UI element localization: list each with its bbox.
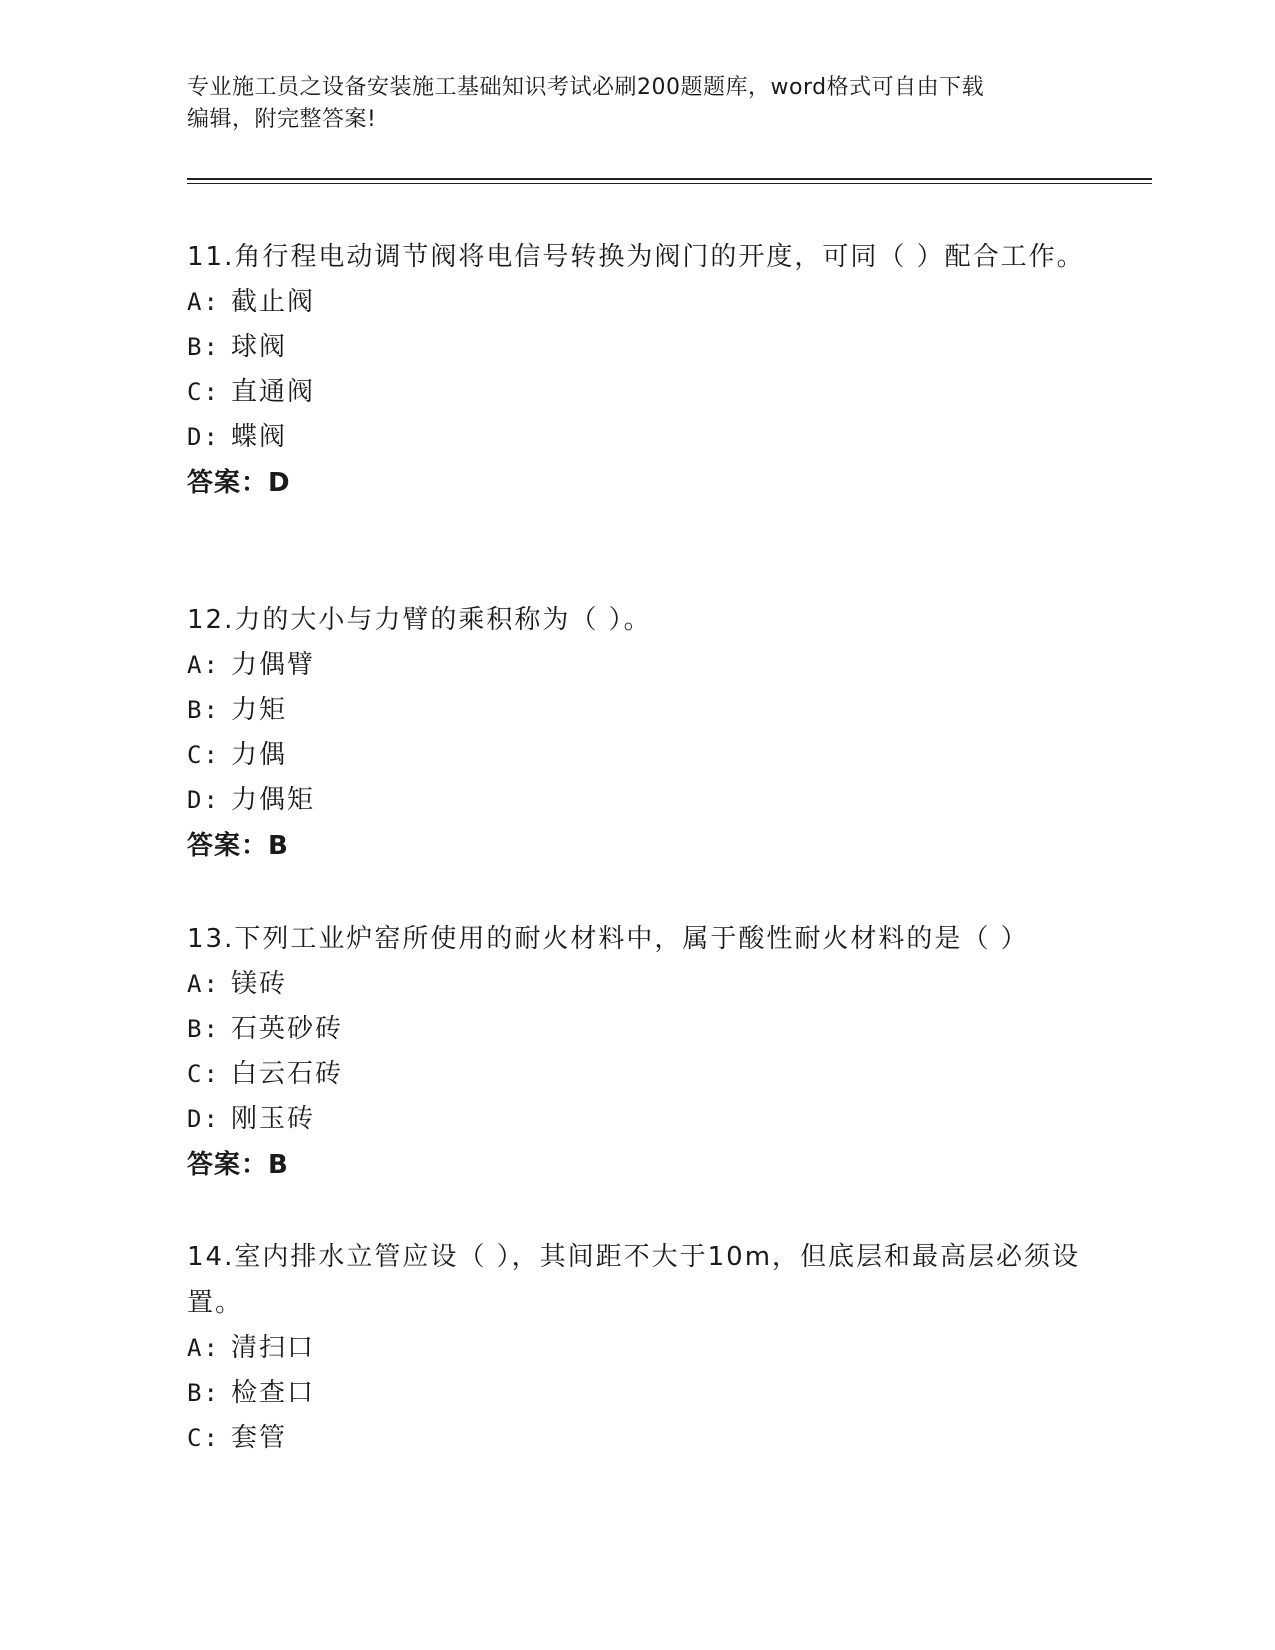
header-divider-thin (187, 183, 1152, 184)
question-number: 14. (187, 1242, 235, 1272)
option-key: D: (187, 423, 220, 451)
option-text: 蝶阀 (231, 422, 288, 452)
option-text: 刚玉砖 (231, 1104, 316, 1134)
option-text: 清扫口 (231, 1333, 316, 1363)
option-text: 力偶矩 (231, 785, 316, 815)
question-number: 13. (187, 924, 235, 954)
answer-line: 答案：B (187, 1150, 289, 1180)
option-key: B: (187, 333, 220, 361)
option-b (187, 688, 1087, 733)
option-text: 检查口 (231, 1378, 316, 1408)
option-d (187, 778, 1087, 823)
option-text: 石英砂砖 (231, 1014, 344, 1044)
option-d (187, 1097, 1087, 1142)
option-c (187, 1416, 1087, 1461)
answer-line: 答案：D (187, 468, 291, 498)
question-text (187, 234, 1087, 280)
option-key: D: (187, 1105, 220, 1133)
document-header (187, 72, 1067, 136)
question-number: 11. (187, 242, 235, 272)
option-text: 力偶 (231, 740, 288, 770)
option-b (187, 1371, 1087, 1416)
option-key: A: (187, 970, 220, 998)
option-b (187, 325, 1087, 370)
option-a (187, 962, 1087, 1007)
option-key: A: (187, 651, 220, 679)
question-11 (187, 234, 1087, 506)
question-text (187, 597, 1087, 643)
question-text (187, 1234, 1087, 1326)
option-key: C: (187, 741, 220, 769)
header-line-1: 专业施工员之设备安装施工基础知识考试必刷200题题库，word格式可自由下载 (187, 75, 985, 100)
header-divider-thick (187, 178, 1152, 180)
option-text: 套管 (231, 1423, 288, 1453)
question-text (187, 916, 1087, 962)
header-line-2: 编辑，附完整答案! (187, 107, 377, 132)
option-key: B: (187, 696, 220, 724)
question-14 (187, 1234, 1087, 1461)
option-text: 力矩 (231, 695, 288, 725)
option-text: 直通阀 (231, 377, 316, 407)
question-number: 12. (187, 605, 235, 635)
question-stem: 室内排水立管应设（ ），其间距不大于10m，但底层和最高层必须设置。 (187, 1242, 1081, 1318)
option-a (187, 643, 1087, 688)
option-d (187, 415, 1087, 460)
option-key: A: (187, 1334, 220, 1362)
answer-line: 答案：B (187, 831, 289, 861)
option-text: 镁砖 (231, 969, 288, 999)
option-c (187, 1052, 1087, 1097)
option-text: 白云石砖 (231, 1059, 344, 1089)
option-key: B: (187, 1379, 220, 1407)
question-stem: 力的大小与力臂的乘积称为（ ）。 (234, 605, 652, 635)
option-b (187, 1007, 1087, 1052)
option-key: D: (187, 786, 220, 814)
option-text: 球阀 (231, 332, 288, 362)
option-key: C: (187, 1060, 220, 1088)
option-a (187, 1326, 1087, 1371)
question-13 (187, 916, 1087, 1188)
question-12 (187, 597, 1087, 869)
option-c (187, 370, 1087, 415)
option-text: 力偶臂 (231, 650, 316, 680)
question-stem: 角行程电动调节阀将电信号转换为阀门的开度，可同（ ）配合工作。 (234, 242, 1085, 272)
option-key: B: (187, 1015, 220, 1043)
option-key: A: (187, 288, 220, 316)
question-stem: 下列工业炉窑所使用的耐火材料中，属于酸性耐火材料的是（ ） (234, 924, 1029, 954)
option-a (187, 280, 1087, 325)
option-key: C: (187, 378, 220, 406)
option-key: C: (187, 1424, 220, 1452)
option-text: 截止阀 (231, 287, 316, 317)
option-c (187, 733, 1087, 778)
